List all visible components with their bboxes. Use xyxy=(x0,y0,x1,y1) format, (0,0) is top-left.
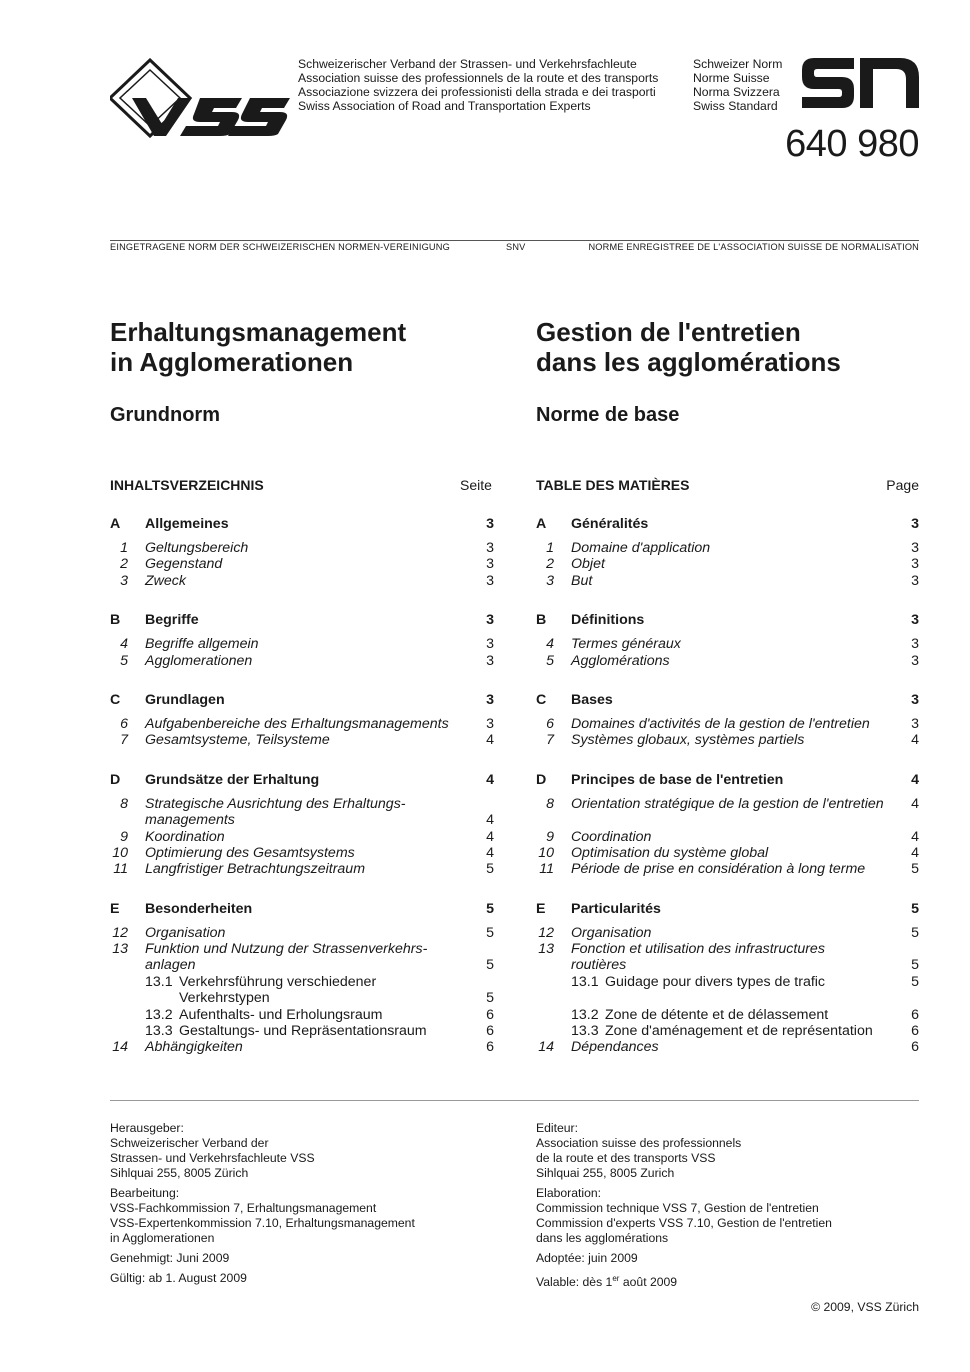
toc-subitem-number: 13.1 xyxy=(145,973,173,990)
toc-page-number: 6 xyxy=(486,1039,494,1056)
valid-date-fr-prefix: Valable: dès 1 xyxy=(536,1275,613,1290)
toc-section-letter: D xyxy=(536,771,547,788)
toc-item-title: Organisation xyxy=(571,924,652,941)
toc-page-number: 5 xyxy=(911,900,919,917)
editing-block-fr xyxy=(536,1186,919,1246)
toc-item-title: Strategische Ausrichtung des Erhaltungs- xyxy=(145,795,406,812)
toc-item xyxy=(536,540,919,556)
toc-page-number: 3 xyxy=(911,572,919,589)
toc-item-number: 9 xyxy=(120,828,128,845)
toc-item-number: 13 xyxy=(112,941,128,958)
toc-item-title: Geltungsbereich xyxy=(145,540,249,556)
title-fr xyxy=(536,317,841,377)
toc-page-number: 3 xyxy=(911,516,919,532)
toc-section-title: Particularités xyxy=(571,900,661,917)
toc-item-title: Fonction et utilisation des infrastructures xyxy=(571,941,825,958)
toc-subitem xyxy=(536,1023,919,1039)
title-fr-line2: dans les agglomérations xyxy=(536,347,841,377)
toc-item-title-continued: managements xyxy=(145,812,235,829)
publisher-label-de: Herausgeber: xyxy=(110,1121,184,1135)
toc-subitem-number: 13.3 xyxy=(571,1023,599,1040)
editing-line: Commission technique VSS 7, Gestion de l'entretien xyxy=(536,1201,819,1215)
association-names xyxy=(298,57,658,113)
toc-item xyxy=(110,845,494,861)
toc-item-title: Gesamtsysteme, Teilsysteme xyxy=(145,732,330,749)
editing-line: VSS-Expertenkommission 7.10, Erhaltungsmanagement xyxy=(110,1216,415,1230)
toc-page-label-fr: Page xyxy=(886,477,919,493)
toc-page-label-de: Seite xyxy=(460,477,492,493)
norm-type-en: Swiss Standard xyxy=(693,99,778,113)
editing-label-de: Bearbeitung: xyxy=(110,1186,180,1200)
toc-page-number: 4 xyxy=(911,795,919,812)
toc-item-number: 2 xyxy=(546,556,554,573)
toc-item-number: 6 xyxy=(546,715,554,732)
toc-item-number: 14 xyxy=(112,1039,128,1056)
toc-item-title: Termes généraux xyxy=(571,636,681,653)
registration-divider xyxy=(110,240,919,241)
toc-section xyxy=(536,771,919,789)
toc-item-number: 14 xyxy=(538,1039,554,1056)
toc-item-number: 11 xyxy=(113,861,128,878)
toc-page-number: 4 xyxy=(486,771,494,788)
toc-section xyxy=(110,611,494,629)
publisher-label-fr: Editeur: xyxy=(536,1121,579,1135)
association-name-en: Swiss Association of Road and Transportation Experts xyxy=(298,99,591,113)
toc-section-title: Grundlagen xyxy=(145,691,225,708)
toc-section-title: Bases xyxy=(571,691,613,708)
toc-page-number: 5 xyxy=(911,924,919,941)
toc-item-number: 7 xyxy=(120,732,128,749)
toc-page-number: 3 xyxy=(911,715,919,732)
toc-section xyxy=(536,611,919,629)
toc-item-title: Begriffe allgemein xyxy=(145,636,259,653)
toc-subitem-title: Zone d'aménagement et de représentation xyxy=(605,1023,873,1040)
toc-subitem-title: Zone de détente et de délassement xyxy=(605,1006,829,1023)
toc-item xyxy=(110,573,494,589)
toc-item-title: Orientation stratégique de la gestion de l'entretien xyxy=(571,795,884,812)
toc-item xyxy=(110,829,494,845)
toc-item-number: 3 xyxy=(120,572,128,589)
toc-page-number: 3 xyxy=(911,636,919,653)
toc-subitem-number: 13.3 xyxy=(145,1023,173,1040)
toc-section-letter: B xyxy=(536,612,547,629)
association-name-de: Schweizerischer Verband der Strassen- und Verkehrsfachleute xyxy=(298,57,637,71)
toc-item-title: Zweck xyxy=(145,572,186,589)
toc-page-number: 3 xyxy=(911,612,919,629)
toc-de xyxy=(110,515,494,1056)
toc-item-number: 7 xyxy=(546,732,554,749)
toc-page-number: 5 xyxy=(486,957,494,974)
registration-center: SNV xyxy=(506,242,526,252)
toc-item-title: Langfristiger Betrachtungszeitraum xyxy=(145,861,366,878)
publisher-line: Sihlquai 255, 8005 Zurich xyxy=(536,1166,675,1180)
toc-subitem-continuation xyxy=(110,990,494,1006)
toc-section xyxy=(536,515,919,533)
toc-item xyxy=(110,636,494,652)
toc-item xyxy=(110,716,494,732)
toc-page-number: 5 xyxy=(486,900,494,917)
toc-section-letter: C xyxy=(110,691,121,708)
toc-item xyxy=(110,941,494,957)
toc-item-title: Période de prise en considération à long terme xyxy=(571,861,866,878)
toc-subitem-title: Aufenthalts- und Erholungsraum xyxy=(179,1006,383,1023)
toc-item-continuation xyxy=(110,957,494,973)
toc-section-title: Besonderheiten xyxy=(145,900,253,917)
subtitle-de: Grundnorm xyxy=(110,404,220,426)
toc-item xyxy=(536,861,919,877)
toc-section-title: Généralités xyxy=(571,516,649,532)
registration-de: EINGETRAGENE NORM DER SCHWEIZERISCHEN NORMEN-VEREINIGUNG xyxy=(110,242,450,252)
toc-item-title: Agglomérations xyxy=(571,652,670,669)
toc-item xyxy=(536,925,919,941)
valid-date-de: Gültig: ab 1. August 2009 xyxy=(110,1271,247,1285)
copyright: © 2009, VSS Zürich xyxy=(811,1300,919,1314)
toc-item-number: 8 xyxy=(120,795,128,812)
toc-item xyxy=(536,653,919,669)
toc-item xyxy=(110,925,494,941)
toc-item-number: 3 xyxy=(546,572,554,589)
toc-item xyxy=(536,845,919,861)
toc-item-title: Objet xyxy=(571,556,605,573)
toc-page-number: 4 xyxy=(911,771,919,788)
toc-subitem-number: 13.1 xyxy=(571,973,599,990)
toc-page-number: 3 xyxy=(486,652,494,669)
editing-block-de xyxy=(110,1186,510,1246)
editing-line: in Agglomerationen xyxy=(110,1231,215,1245)
toc-item-number: 10 xyxy=(112,844,128,861)
toc-section xyxy=(110,691,494,709)
toc-subitem-number: 13.2 xyxy=(571,1006,599,1023)
toc-section xyxy=(536,900,919,918)
toc-item xyxy=(110,732,494,748)
toc-page-number: 4 xyxy=(911,844,919,861)
approved-date-fr: Adoptée: juin 2009 xyxy=(536,1251,638,1265)
toc-item-number: 8 xyxy=(546,795,554,812)
footer-fr xyxy=(536,1121,919,1295)
toc-page-number: 3 xyxy=(486,540,494,556)
toc-page-number: 3 xyxy=(911,540,919,556)
toc-item-title: Optimierung des Gesamtsystems xyxy=(145,844,355,861)
toc-subitem-title: Gestaltungs- und Repräsentationsraum xyxy=(179,1023,427,1040)
toc-item-title: Dépendances xyxy=(571,1039,659,1056)
norm-type-fr: Norme Suisse xyxy=(693,71,770,85)
toc-subitem xyxy=(110,974,494,990)
toc-heading-fr: TABLE DES MATIÈRES xyxy=(536,477,690,493)
toc-page-number: 3 xyxy=(486,691,494,708)
toc-subitem-title: Guidage pour divers types de trafic xyxy=(605,973,826,990)
toc-page-number: 3 xyxy=(486,556,494,573)
toc-section-letter: C xyxy=(536,691,547,708)
toc-item-title: Coordination xyxy=(571,828,652,845)
toc-item-number: 4 xyxy=(546,636,554,653)
toc-item-number: 5 xyxy=(120,652,128,669)
approved-date-de: Genehmigt: Juni 2009 xyxy=(110,1251,230,1265)
toc-item-number: 13 xyxy=(538,941,554,958)
registration-fr: NORME ENREGISTREE DE L'ASSOCIATION SUISSE DE NORMALISATION xyxy=(588,242,919,252)
toc-item-title: Domaines d'activités de la gestion de l'entretien xyxy=(571,715,870,732)
toc-item-title: Optimisation du système global xyxy=(571,844,769,861)
toc-subitem-title-continued: Verkehrstypen xyxy=(179,990,270,1007)
toc-item xyxy=(536,941,919,957)
toc-item xyxy=(536,829,919,845)
toc-section-title: Allgemeines xyxy=(145,516,229,532)
toc-item-number: 1 xyxy=(546,540,554,556)
toc-item xyxy=(536,556,919,572)
association-name-it: Associazione svizzera dei professionisti della strada e dei trasporti xyxy=(298,85,656,99)
toc-page-number: 3 xyxy=(486,516,494,532)
toc-item-number: 11 xyxy=(539,861,554,878)
toc-subitem xyxy=(110,1007,494,1023)
toc-item-number: 6 xyxy=(120,715,128,732)
title-de-line2: in Agglomerationen xyxy=(110,347,354,377)
toc-item xyxy=(110,556,494,572)
publisher-line: de la route et des transports VSS xyxy=(536,1151,716,1165)
toc-page-number: 3 xyxy=(486,612,494,629)
toc-page-number: 5 xyxy=(911,861,919,878)
toc-item-title: But xyxy=(571,572,593,589)
toc-section-letter: A xyxy=(110,516,121,532)
sn-mark xyxy=(802,58,919,108)
toc-item-number: 5 xyxy=(546,652,554,669)
toc-item xyxy=(536,796,919,812)
toc-item xyxy=(110,796,494,812)
toc-page-number: 3 xyxy=(486,715,494,732)
toc-section-letter: D xyxy=(110,771,121,788)
publisher-block-de xyxy=(110,1121,510,1181)
toc-section-letter: E xyxy=(536,900,546,917)
toc-page-number: 4 xyxy=(486,828,494,845)
footer-de xyxy=(110,1121,510,1291)
norm-type xyxy=(693,57,782,113)
toc-item-title: Organisation xyxy=(145,924,226,941)
toc-item-number: 2 xyxy=(120,556,128,573)
toc-page-number: 3 xyxy=(911,556,919,573)
editing-label-fr: Elaboration: xyxy=(536,1186,602,1200)
toc-item xyxy=(536,732,919,748)
toc-page-number: 4 xyxy=(486,812,494,829)
title-fr-line1: Gestion de l'entretien xyxy=(536,317,801,347)
toc-section-title: Grundsätze der Erhaltung xyxy=(145,771,320,788)
toc-spacer xyxy=(536,812,919,828)
toc-item-title: Koordination xyxy=(145,828,225,845)
toc-page-number: 3 xyxy=(486,572,494,589)
toc-item-title-continued: routières xyxy=(571,957,627,974)
toc-section-title: Définitions xyxy=(571,612,645,629)
toc-page-number: 5 xyxy=(486,861,494,878)
toc-item-number: 12 xyxy=(112,924,128,941)
toc-page-number: 5 xyxy=(486,990,494,1007)
toc-page-number: 6 xyxy=(911,1023,919,1040)
toc-item xyxy=(110,540,494,556)
toc-item xyxy=(110,1039,494,1055)
toc-page-number: 6 xyxy=(486,1006,494,1023)
publisher-block-fr xyxy=(536,1121,919,1181)
toc-page-number: 3 xyxy=(911,691,919,708)
toc-page-number: 5 xyxy=(911,957,919,974)
publisher-line: Strassen- und Verkehrsfachleute VSS xyxy=(110,1151,315,1165)
editing-line: VSS-Fachkommission 7, Erhaltungsmanagement xyxy=(110,1201,377,1215)
publisher-line: Sihlquai 255, 8005 Zürich xyxy=(110,1166,249,1180)
toc-subitem-number: 13.2 xyxy=(145,1006,173,1023)
toc-page-number: 5 xyxy=(486,924,494,941)
toc-subitem xyxy=(110,1023,494,1039)
toc-item-title: Gegenstand xyxy=(145,556,223,573)
toc-item-continuation xyxy=(536,957,919,973)
toc-section-letter: E xyxy=(110,900,120,917)
toc-item-title: Aufgabenbereiche des Erhaltungsmanagements xyxy=(145,715,449,732)
vss-logo-letters xyxy=(132,98,290,136)
toc-item-title: Abhängigkeiten xyxy=(145,1039,243,1056)
toc-item xyxy=(536,1039,919,1055)
title-de xyxy=(110,317,406,377)
toc-item-number: 1 xyxy=(120,540,128,556)
toc-item-title: Systèmes globaux, systèmes partiels xyxy=(571,732,805,749)
association-name-fr: Association suisse des professionnels de la route et des transports xyxy=(298,71,659,85)
toc-page-number: 5 xyxy=(911,973,919,990)
editing-line: dans les agglomérations xyxy=(536,1231,669,1245)
toc-subitem-title: Verkehrsführung verschiedener xyxy=(179,973,377,990)
toc-section-letter: A xyxy=(536,516,547,532)
publisher-line: Schweizerischer Verband der xyxy=(110,1136,269,1150)
toc-item xyxy=(110,653,494,669)
toc-item xyxy=(536,573,919,589)
subtitle-fr: Norme de base xyxy=(536,404,680,426)
norm-type-it: Norma Svizzera xyxy=(693,85,780,99)
toc-subitem xyxy=(536,974,919,990)
footer-divider xyxy=(110,1100,919,1101)
toc-heading-de: INHALTSVERZEICHNIS xyxy=(110,477,264,493)
toc-subitem xyxy=(536,1007,919,1023)
toc-section xyxy=(536,691,919,709)
toc-item-continuation xyxy=(110,812,494,828)
toc-section xyxy=(110,771,494,789)
toc-page-number: 3 xyxy=(486,636,494,653)
toc-item-title: Funktion und Nutzung der Strassenverkehrs- xyxy=(145,941,428,958)
toc-item-number: 10 xyxy=(538,844,554,861)
title-de-line1: Erhaltungsmanagement xyxy=(110,317,407,347)
valid-date-fr-sup: er xyxy=(612,1274,620,1283)
toc-page-number: 4 xyxy=(911,828,919,845)
toc-item xyxy=(110,861,494,877)
valid-date-fr xyxy=(536,1271,919,1290)
toc-section-title: Principes de base de l'entretien xyxy=(571,771,784,788)
toc-page-number: 3 xyxy=(911,652,919,669)
toc-item-number: 4 xyxy=(120,636,128,653)
vss-logo xyxy=(110,58,290,140)
toc-item-number: 12 xyxy=(538,924,554,941)
toc-page-number: 6 xyxy=(911,1039,919,1056)
toc-section xyxy=(110,515,494,533)
toc-item xyxy=(536,716,919,732)
toc-page-number: 6 xyxy=(486,1023,494,1040)
toc-section xyxy=(110,900,494,918)
toc-page-number: 4 xyxy=(911,732,919,749)
toc-item xyxy=(536,636,919,652)
toc-spacer xyxy=(536,990,919,1006)
toc-item-title: Agglomerationen xyxy=(145,652,253,669)
valid-date-fr-suffix: août 2009 xyxy=(619,1275,678,1290)
toc-item-title-continued: anlagen xyxy=(145,957,196,974)
toc-page-number: 4 xyxy=(486,732,494,749)
toc-item-title: Domaine d'application xyxy=(571,540,711,556)
norm-type-de: Schweizer Norm xyxy=(693,57,783,71)
toc-fr xyxy=(536,515,919,1056)
toc-page-number: 6 xyxy=(911,1006,919,1023)
toc-item-number: 9 xyxy=(546,828,554,845)
toc-section-title: Begriffe xyxy=(145,612,199,629)
editing-line: Commission d'experts VSS 7.10, Gestion de l'entretien xyxy=(536,1216,832,1230)
toc-page-number: 4 xyxy=(486,844,494,861)
norm-number: 640 980 xyxy=(785,123,919,165)
publisher-line: Association suisse des professionnels xyxy=(536,1136,742,1150)
toc-section-letter: B xyxy=(110,612,121,629)
